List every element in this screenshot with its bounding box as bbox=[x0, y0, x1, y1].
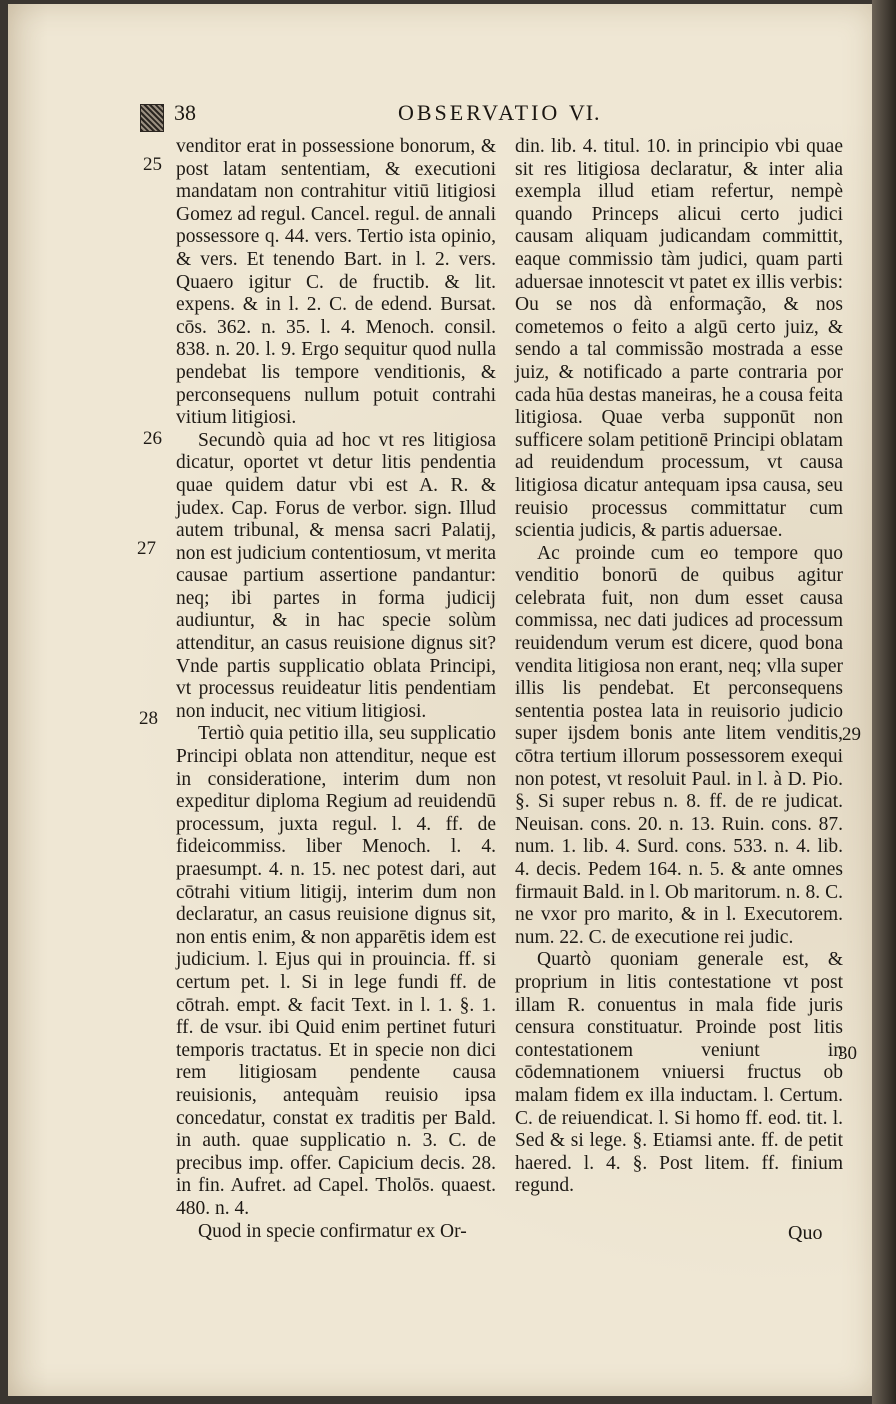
margin-number: 29 bbox=[842, 724, 861, 745]
printer-ornament bbox=[140, 104, 164, 132]
left-column bbox=[176, 136, 496, 1243]
paragraph: Ac proinde cum eo tempore quo venditio bonorū de quibus agitur celebrata fuit, non dum esset causa commissa, nec dati judices ad processum reuidendum verum est dicere, quod bona vendita litigiosa non erant, neq; vlla super illis lis pendebat. Et perconsequens sententia postea lata in reuisorio judicio super ijsdem bonis ante litem venditis, cōtra tertium illorum possessorem exequi non potest, vt resoluit Paul. in l. à D. Pio. §. Si super rebus n. 8. ff. de re judicat. Neuisan. cons. 20. n. 13. Ruin. cons. 87. num. 1. lib. 4. Surd. cons. 533. n. 4. lib. 4. decis. Pedem 164. n. 5. & ante omnes firmauit Bald. in l. Ob maritorum. n. 8. C. ne vxor pro marito, & in l. Executorem. num. 22. C. de executione rei judic. bbox=[515, 542, 843, 948]
margin-number: 25 bbox=[143, 154, 162, 175]
margin-number: 27 bbox=[137, 538, 156, 559]
right-column bbox=[515, 136, 843, 1198]
running-title-text: OBSERVATIO bbox=[398, 100, 561, 125]
page-number: 38 bbox=[174, 100, 196, 125]
paragraph: Tertiò quia petitio illa, seu supplicatio Principi oblata non attenditur, neque est in consideratione, interim dum non expeditur diploma Regium ad reuidendū processum, juxta regul. l. 4. ff. de fideicommiss. liber Menoch. l. 4. praesumpt. 4. n. 15. nec potest dari, aut cōtrahi vitium litigij, interim dum non declaratur, an casus reuisione dignus sit, non entis enim, & non apparētis idem est judicium. l. Ejus qui in prouincia. ff. si certum pet. l. Si in lege fundi ff. de cōtrah. empt. & facit Text. in l. 1. §. 1. ff. de vsur. ibi Quid enim pertinet futuri temporis tractatus. Et in specie non dici rem litigiosam pendente causa reuisionis, antequàm reuisio ipsa concedatur, constat ex traditis per Bald. in auth. quae supplicatio n. 3. C. de precibus imp. offer. Capicium decis. 28. in fin. Aufret. ad Capel. Tholōs. quaest. 480. n. 4. bbox=[176, 723, 496, 1219]
running-title bbox=[398, 100, 601, 126]
paragraph: venditor erat in possessione bonorum, & post latam sententiam, & executioni mandatam non contrahitur vitiū litigiosi Gomez ad regul. Cancel. regul. de annali possessore q. 44. vers. Tertio ista opinio, & vers. Et tenendo Bart. in l. 2. vers. Quaero igitur C. de fructib. & lit. expens. & in l. 2. C. de edend. Bursat. cōs. 362. n. 35. l. 4. Menoch. consil. 838. n. 20. l. 9. Ergo sequitur quod nulla pendebat lis tempore venditionis, & perconsequens nullum potuit contrahi vitium litigiosi. bbox=[176, 136, 496, 429]
paragraph: din. lib. 4. titul. 10. in principio vbi quae sit res litigiosa declaratur, & inter alia exempla illud etiam refertur, nempè quando Princeps alicui certo judici causam aliquam judicandam committit, eaque commissio tàm judici, quam parti aduersae innotescit vt patet ex illis verbis: Ou se nos dà enformação, & nos cometemos o feito a algū certo juiz, & sendo a tal commissão mostrada a esse juiz, & notificado a parte contraria por cada hūa destas maneiras, he a cousa feita litigiosa. Quae verba supponūt non sufficere solam petitionē Principi oblatam ad reuidendum processum, vt causa litigiosa dicatur antequam ipsa causa, seu reuisio processus committatur cum scientia judicis, & partis aduersae. bbox=[515, 136, 843, 542]
running-title-numeral: VI. bbox=[568, 100, 601, 125]
paragraph: Quartò quoniam generale est, & proprium in litis contestatione vt post illam R. conuentus in mala fide juris censura constituatur. Proinde post litis contestationem veniunt in cōdemnationem vniuersi fructus ob malam fidem ex illa inductam. l. Certum. C. de reiuendicat. l. Si homo ff. eod. tit. l. Sed & si lege. §. Etiamsi ante. ff. de petit haered. l. 4. §. Post litem. ff. finium regund. bbox=[515, 949, 843, 1197]
running-head bbox=[140, 100, 640, 136]
paragraph: Quod in specie confirmatur ex Or- bbox=[198, 1220, 467, 1242]
paragraph: Secundò quia ad hoc vt res litigiosa dicatur, oportet vt detur litis pendentia quae quidem datur vbi est A. R. & judex. Cap. Forus de verbor. sign. Illud autem tribunal, & mensa sacri Palatij, non est judicium contentiosum, vt merita causae partium assertione pandantur: neq; ibi partes in forma judicij audiuntur, & in hac specie solùm attenditur, an casus reuisione dignus sit? Vnde partis supplicatio oblata Principi, vt processus reuideatur litis pendentiam non inducit, nec vitium litigiosi. bbox=[176, 429, 496, 722]
margin-number: 26 bbox=[143, 428, 162, 449]
margin-number: 30 bbox=[838, 1043, 857, 1064]
page-edge bbox=[872, 0, 896, 1404]
margin-number: 28 bbox=[139, 708, 158, 729]
catchword: Quo bbox=[788, 1222, 823, 1244]
